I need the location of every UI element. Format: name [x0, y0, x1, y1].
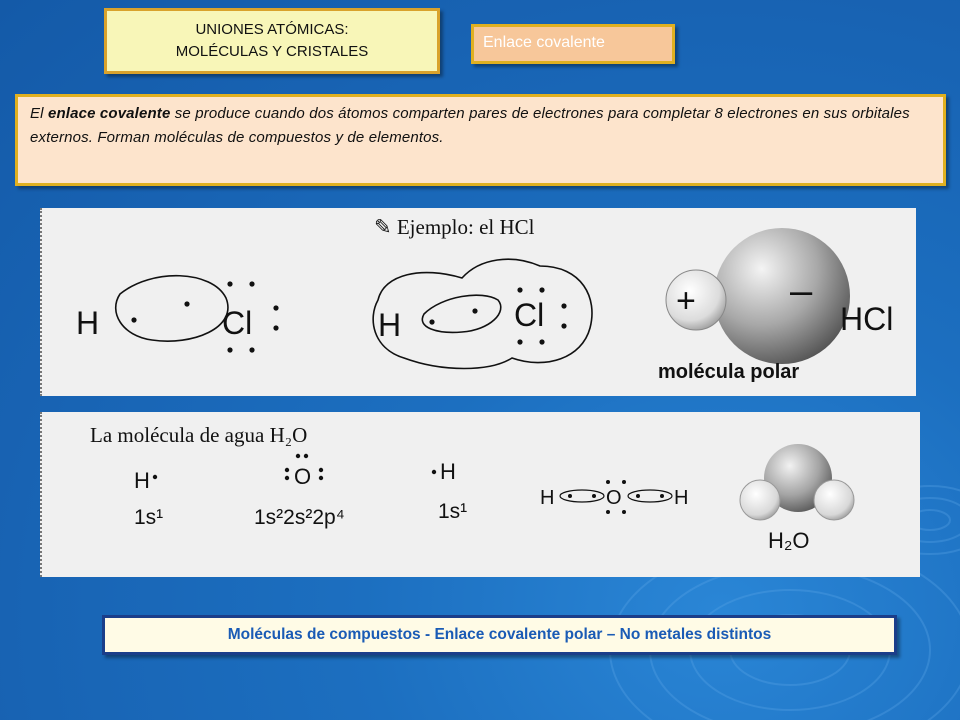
hcl-atom-cl-2: Cl [514, 297, 545, 333]
hcl-heading: ✎ Ejemplo: el HCl [374, 215, 535, 239]
slide-title-box [104, 8, 440, 74]
electron-cloud [373, 259, 592, 368]
bond-h-right: H [674, 487, 689, 509]
intro-text-box [15, 94, 946, 186]
intro-bold-term: enlace covalente [47, 105, 171, 122]
water-model-label: H₂O [768, 528, 810, 553]
partial-negative-label: – [790, 269, 813, 313]
bond-h-left: H [540, 487, 555, 509]
polar-molecule-caption: molécula polar [658, 361, 800, 383]
hcl-atom-h-1: H [76, 305, 100, 341]
h-sphere-right [814, 480, 854, 520]
hcl-atom-h-2: H [378, 307, 402, 343]
summary-box [102, 615, 897, 655]
water-h-left: H [134, 468, 150, 493]
h-sphere-left [740, 480, 780, 520]
shared-pair-loop-1 [116, 276, 228, 341]
hcl-formula-label: HCl [840, 301, 894, 337]
h-sphere [666, 270, 726, 330]
water-figure [40, 412, 920, 577]
summary-text: Moléculas de compuestos - Enlace covalente polar – No metales distintos [227, 626, 772, 643]
hcl-figure [40, 208, 916, 396]
water-heading: La molécula de agua H₂O [90, 423, 308, 447]
cl-sphere [714, 228, 850, 364]
water-o-config: 1s²2s²2p⁴ [254, 506, 345, 529]
title-line-2: MOLÉCULAS Y CRISTALES [175, 43, 369, 60]
water-h-right-config: 1s¹ [438, 500, 468, 523]
topic-tag [471, 24, 675, 64]
partial-positive-label: + [676, 282, 696, 320]
water-o-symbol: O [294, 464, 312, 489]
topic-tag-label: Enlace covalente [483, 34, 605, 51]
intro-part-2: se produce cuando dos átomos comparten pares de electrones para completar 8 electrones en sus orbitales externos. Forman moléculas de compuestos y de elementos. [30, 105, 910, 146]
hcl-atom-cl-1: Cl [222, 305, 253, 341]
title-line-1: UNIONES ATÓMICAS: [195, 21, 349, 38]
shared-pair-loop-2 [422, 295, 500, 332]
bond-o: O [606, 487, 622, 509]
water-h-right: H [440, 459, 456, 484]
intro-part-1: El [30, 105, 48, 122]
water-h-left-config: 1s¹ [134, 506, 164, 529]
